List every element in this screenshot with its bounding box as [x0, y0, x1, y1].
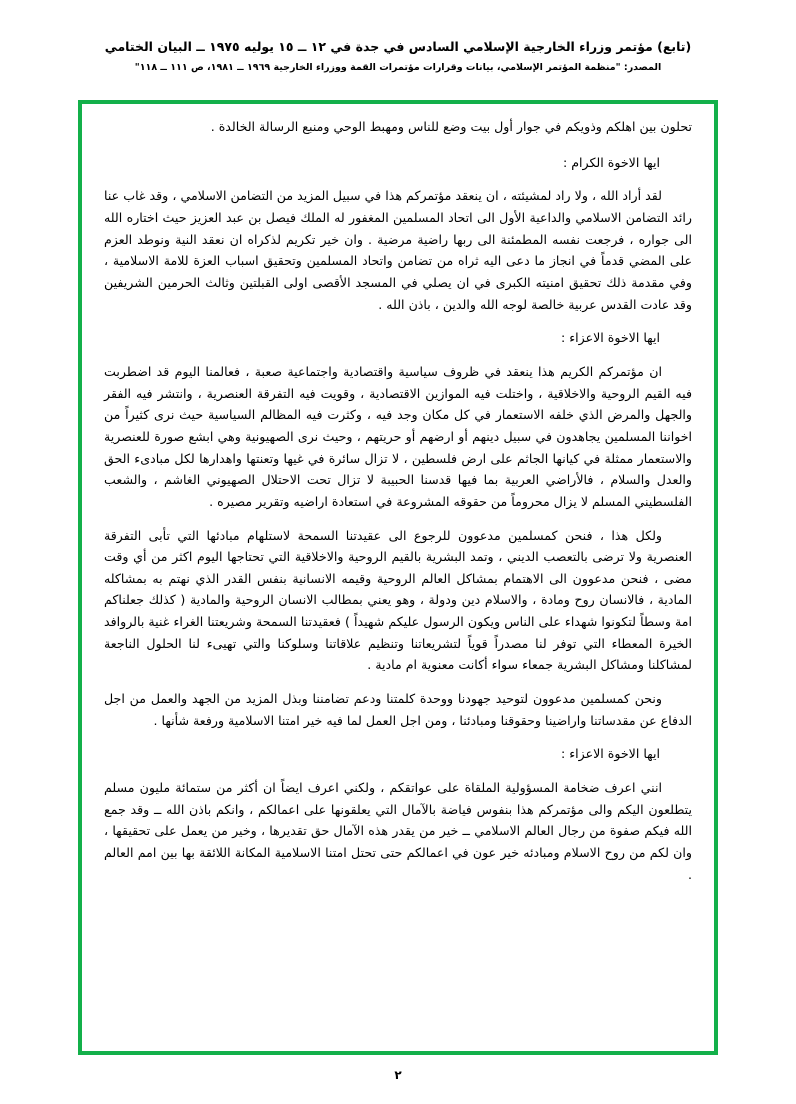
body-paragraph: ونحن كمسلمين مدعوون لتوحيد جهودنا ووحدة كلمتنا ودعم تضامننا وبذل المزيد من الجهد والعمل من اجل الدفاع عن مقدساتنا واراضينا وحقوقنا ومبادئنا ، ومن اجل العمل لما فيه خير امتنا الاسلامية ورفعة شأنها . [104, 691, 692, 728]
document-body [104, 116, 692, 1041]
body-paragraph: ولكل هذا ، فنحن كمسلمين مدعوون للرجوع الى عقيدتنا السمحة لاستلهام مبادئها التي تأبى التفرقة العنصرية ولا ترضى بالتعصب الديني ، وتمد البشرية بالقيم الروحية والاخلاقية التي تحتاجها اليوم اكثر من أي وقت مضى ، فنحن مدعوون الى الاهتمام بمشاكل العالم الروحية وقيمه الانسانية بنفس القدر الذي نهتم به بمشاكله المادية ، فالانسان روح ومادة ، والاسلام دين ودولة ، وهو يعني بمطالب الانسان الروحية والمادية ( كذلك جعلناكم امة وسطاً لتكونوا شهداء على الناس ويكون الرسول عليكم شهيداً ) فعقيدتنا السمحة وشريعتنا الغراء غنية بالروافد الخيرة المعطاء التي توفر لنا مصدراً قوياً لتشريعاتنا وتنظيم علاقاتنا وسلوكنا والتي تهيىء لنا الحلول الناجعة لمشاكلنا ومشاكل البشرية جمعاء سواء أكانت معنوية ام مادية . [104, 527, 692, 673]
body-paragraph: لقد أراد الله ، ولا راد لمشيئته ، ان ينعقد مؤتمركم هذا في سبيل المزيد من التضامن الاسلامي ، وقد غاب عنا رائد التضامن الاسلامي والداعية الأول الى اتحاد المسلمين المغفور له الملك فيصل بن عبد العزيز حيث اختاره الله الى جواره ، فرجعت نفسه المطمئنة الى ربها راضية مرضية . وان خير تكريم لذكراه ان نعقد النية ونوطد العزم على المضي قدماً في انجاز ما دعى اليه ثراه من تضامن واتحاد المسلمين وتحقيق اسباب العزة للامة الاسلامية ، وفي مقدمة ذلك تحقيق امنيته الكبرى في ان يصلي في المسجد الأقصى اولى القبلتين وثالث الحرمين الشريفين وقد عادت القدس عربية خالصة لوجه الله والدين ، باذن الله . [104, 188, 692, 312]
body-paragraph: ان مؤتمركم الكريم هذا ينعقد في ظروف سياسية واقتصادية واجتماعية صعبة ، فعالمنا اليوم قد اضطربت فيه القيم الروحية والاخلاقية ، واختلت فيه الموازين الاقتصادية ، وقويت فيه التفرقة العنصرية ، وانتشر فيه الفقر والجهل والمرض الذي خلفه الاستعمار في كل مكان وجد فيه ، وكثرت فيه المظالم السياسية حيث نرى كثيراً من اخواننا المسلمين يجاهدون في سبيل دينهم أو ارضهم أو حريتهم ، وحيث نرى الصهيونية وهي ابشع صورة للعنصرية والاستعمار ممثلة في كيانها الجاثم على ارض فلسطين ، لا تزال سائرة في غيها وتعنتها واهدارها لكل مبادىء الحق والعدل والسلام ، فالأراضي العربية بما فيها قدسنا الحبيبة لا تزال تحت الاحتلال الصهيوني الغاشم ، والشعب الفلسطيني المسلم لا يزال محروماً من حقوقه المشروعة في استعادة اراضيه وتقرير مصيره . [104, 363, 692, 509]
document-header [60, 38, 736, 75]
header-title: (تابع) مؤتمر وزراء الخارجية الإسلامي السادس في جدة في ١٢ ــ ١٥ يوليه ١٩٧٥ ــ البيان الختامي [104, 39, 692, 54]
salutation-line: ايها الاخوة الكرام : [562, 154, 660, 170]
body-paragraph: انني اعرف ضخامة المسؤولية الملقاة على عواتقكم ، ولكني اعرف ايضاً ان أكثر من ستمائة مليون مسلم يتطلعون اليكم والى مؤتمركم هذا بنفوس فياضة بالآمال التي يعلقونها على اعمالكم ، وانكم باذن الله ــ وقد جمع الله فيكم صفوة من رجال العالم الاسلامي ــ خير من يقدر هذه الآمال حق تقديرها ، وخير من يعمل على تحقيقها ، وان لكم من روح الاسلام ومبادئه خير عون في اعمالكم حتى تحتل امتنا الاسلامية المكانة اللائقة بها بين امم العالم . [104, 780, 692, 882]
salutation-line: ايها الاخوة الاعزاء : [560, 330, 660, 346]
body-paragraph: تحلون بين اهلكم وذويكم في جوار أول بيت وضع للناس ومهبط الوحي ومنبع الرسالة الخالدة . [210, 119, 692, 134]
content-frame [78, 100, 718, 1055]
page-number: ٢ [394, 1068, 402, 1082]
header-source: المصدر: "منظمة المؤتمر الإسلامي، بيانات وقرارات مؤتمرات القمة ووزراء الخارجية ١٩٦٩ ــ ١٩٨١، ص ١١١ ــ ١١٨" [134, 61, 662, 73]
salutation-line: ايها الاخوة الاعزاء : [560, 746, 660, 762]
